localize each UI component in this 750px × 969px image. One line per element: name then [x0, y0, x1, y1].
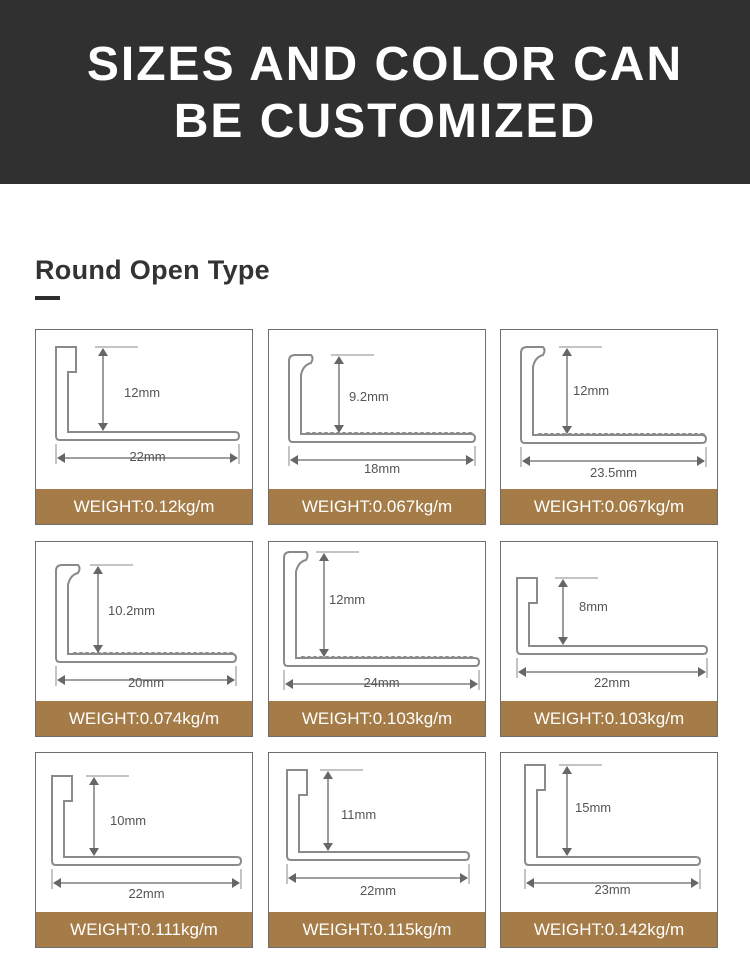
arrow-head — [319, 649, 329, 657]
profile-outline — [525, 765, 700, 865]
arrow-head — [323, 771, 333, 779]
profile-outline — [521, 347, 706, 443]
arrow-head — [334, 425, 344, 433]
arrow-head — [230, 453, 238, 463]
headline — [0, 36, 750, 150]
arrow-head — [89, 777, 99, 785]
weight-label: WEIGHT:0.103kg/m — [501, 701, 717, 736]
arrow-head — [53, 878, 61, 888]
arrow-head — [691, 878, 699, 888]
arrow-head — [558, 579, 568, 587]
width-label: 20mm — [127, 675, 165, 690]
product-card — [35, 329, 253, 525]
arrow-head — [558, 637, 568, 645]
arrow-head — [698, 667, 706, 677]
arrow-head — [697, 456, 705, 466]
weight-label: WEIGHT:0.115kg/m — [269, 912, 485, 947]
arrow-head — [460, 873, 468, 883]
profile-outline — [287, 770, 469, 860]
arrow-head — [470, 679, 478, 689]
width-label: 24mm — [363, 675, 400, 690]
profile-outline — [284, 552, 479, 666]
product-card — [268, 541, 486, 737]
height-label: 12mm — [329, 592, 366, 607]
weight-label: WEIGHT:0.067kg/m — [269, 489, 485, 524]
headline-line-1: SIZES AND COLOR CAN — [86, 38, 684, 91]
arrow-head — [89, 848, 99, 856]
profile-drawing — [269, 753, 485, 913]
product-card — [500, 541, 718, 737]
arrow-head — [319, 553, 329, 561]
weight-label: WEIGHT:0.12kg/m — [36, 489, 252, 524]
product-card — [500, 329, 718, 525]
height-label: 15mm — [575, 800, 612, 815]
width-label: 22mm — [359, 883, 397, 898]
arrow-head — [466, 455, 474, 465]
weight-label: WEIGHT:0.142kg/m — [501, 912, 717, 947]
product-card — [500, 752, 718, 948]
arrow-head — [323, 843, 333, 851]
profile-drawing — [36, 330, 252, 490]
height-label: 10.2mm — [108, 603, 155, 618]
profile-drawing — [36, 542, 252, 702]
arrow-head — [288, 873, 296, 883]
width-label: 23.5mm — [590, 465, 637, 480]
arrow-head — [98, 423, 108, 431]
profile-drawing — [269, 330, 485, 490]
profile-drawing — [501, 542, 717, 702]
height-label: 12mm — [573, 383, 610, 398]
arrow-head — [290, 455, 298, 465]
product-card — [268, 752, 486, 948]
profile-drawing — [269, 542, 485, 702]
section-title: Round Open Type — [35, 255, 270, 285]
width-label: 18mm — [363, 461, 401, 476]
arrow-head — [93, 645, 103, 653]
arrow-head — [518, 667, 526, 677]
arrow-head — [93, 566, 103, 574]
product-card — [35, 541, 253, 737]
profile-drawing — [36, 753, 252, 913]
arrow-head — [562, 426, 572, 434]
profile-drawing — [501, 753, 717, 913]
product-card — [35, 752, 253, 948]
arrow-head — [562, 766, 572, 774]
profile-drawing — [501, 330, 717, 490]
arrow-head — [526, 878, 534, 888]
headline-line-2: BE CUSTOMIZED — [173, 95, 597, 148]
weight-label: WEIGHT:0.103kg/m — [269, 701, 485, 736]
profile-outline — [52, 776, 241, 865]
width-label: 22mm — [593, 675, 631, 690]
arrow-head — [227, 675, 235, 685]
arrow-head — [334, 356, 344, 364]
height-label: 10mm — [110, 813, 147, 828]
weight-label: WEIGHT:0.111kg/m — [36, 912, 252, 947]
width-label: 23mm — [594, 882, 631, 897]
product-card — [268, 329, 486, 525]
width-label: 22mm — [128, 886, 165, 901]
arrow-head — [522, 456, 530, 466]
weight-label: WEIGHT:0.074kg/m — [36, 701, 252, 736]
title-underline — [35, 296, 60, 300]
arrow-head — [562, 348, 572, 356]
height-label: 9.2mm — [349, 389, 389, 404]
arrow-head — [57, 675, 65, 685]
height-label: 8mm — [579, 599, 608, 614]
arrow-head — [98, 348, 108, 356]
arrow-head — [57, 453, 65, 463]
profile-outline — [517, 578, 707, 654]
arrow-head — [285, 679, 293, 689]
height-label: 12mm — [124, 385, 161, 400]
arrow-head — [232, 878, 240, 888]
header-banner — [0, 0, 750, 184]
weight-label: WEIGHT:0.067kg/m — [501, 489, 717, 524]
width-label: 22mm — [129, 449, 166, 464]
arrow-head — [562, 848, 572, 856]
height-label: 11mm — [341, 807, 377, 822]
